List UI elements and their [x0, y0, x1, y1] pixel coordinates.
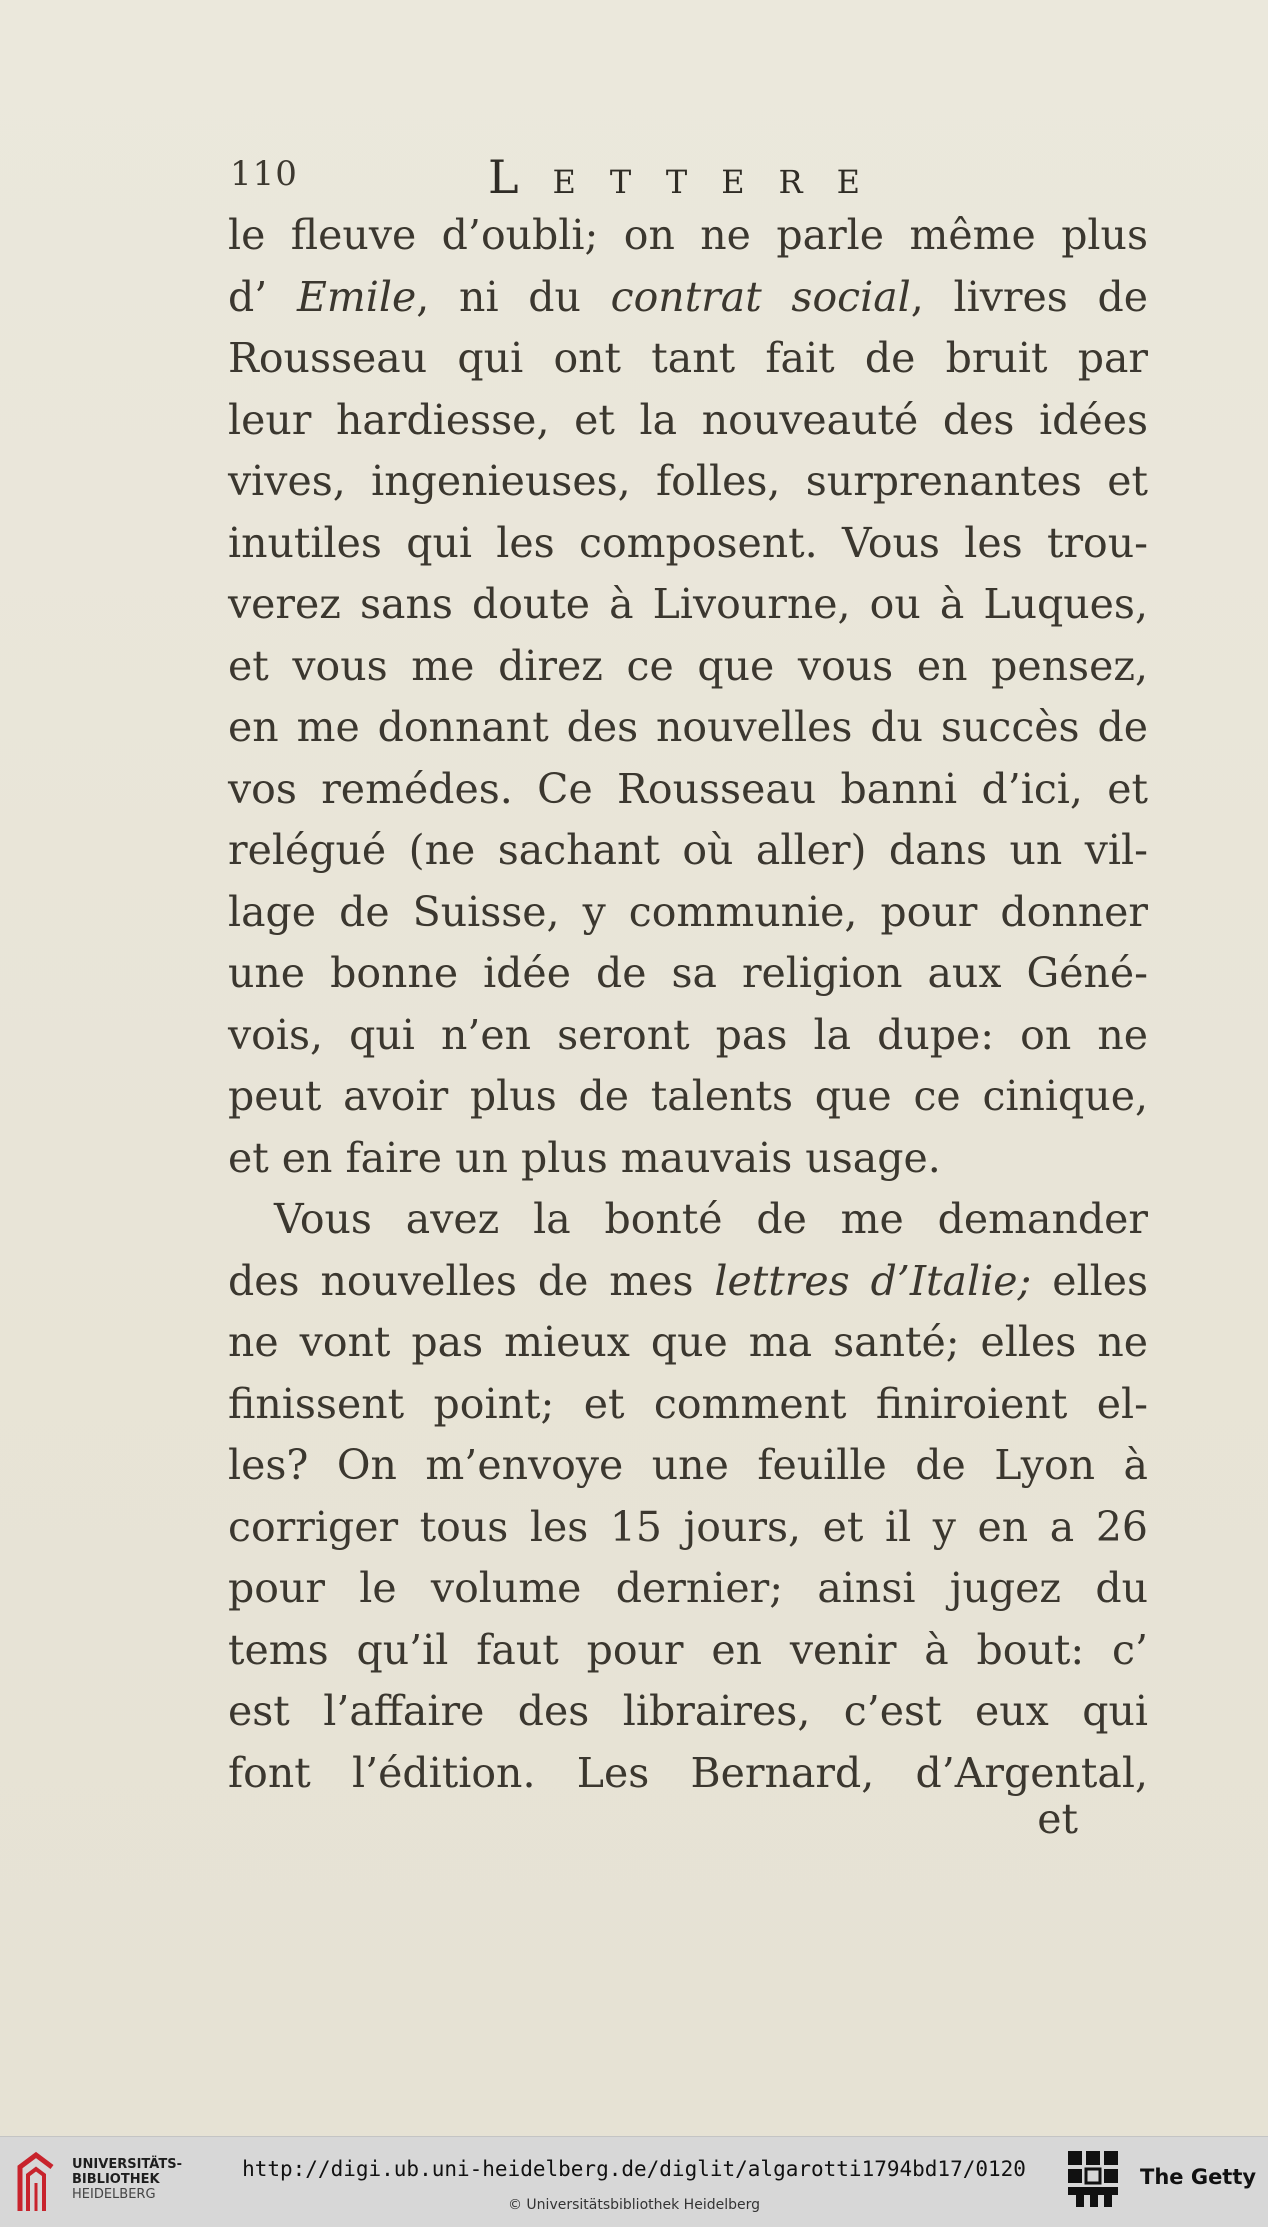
page-number: 110 [230, 154, 298, 194]
text-line: Vous avez la bonté de me demander [274, 1195, 1148, 1243]
library-name-line: HEIDELBERG [72, 2187, 156, 2202]
text-line: relégué (ne sachant où aller) dans un vil- [228, 826, 1148, 874]
text-line: peut avoir plus de talents que ce cinique, [228, 1072, 1148, 1120]
partner-name: The Getty [1140, 2165, 1257, 2189]
text-line: leur hardiesse, et la nouveauté des idées [228, 395, 1148, 444]
text-line: inutiles qui les composent. Vous les trou- [228, 518, 1148, 567]
running-head [230, 150, 894, 204]
getty-logo-icon [1066, 2149, 1122, 2209]
permalink-url[interactable]: http://digi.ub.uni-heidelberg.de/diglit/algarotti1794bd17/0120 [242, 2157, 1026, 2181]
text-line: d’ Emile, ni du contrat social, livres de [228, 272, 1149, 321]
text-line: tems qu’il faut pour en venir à bout: c’ [228, 1625, 1148, 1674]
text-line: pour le volume dernier; ainsi jugez du [228, 1564, 1148, 1612]
text-line: verez sans doute à Livourne, ou à Luques, [228, 580, 1148, 628]
copyright-notice: © Universitätsbibliothek Heidelberg [507, 2197, 760, 2213]
text-line: lage de Suisse, y communie, pour donner [228, 887, 1148, 936]
text-line: vois, qui n’en seront pas la dupe: on ne [228, 1010, 1148, 1059]
text-line: Rousseau qui ont tant fait de bruit par [228, 334, 1148, 382]
text-line: corriger tous les 15 jours, et il y en a 26 [228, 1502, 1148, 1551]
text-line: ne vont pas mieux que ma santé; elles ne [228, 1318, 1148, 1366]
library-name-line: BIBLIOTHEK [72, 2172, 160, 2187]
text-line: les? On m’envoye une feuille de Lyon à [228, 1441, 1148, 1489]
text-line: font l’édition. Les Bernard, d’Argental, [228, 1748, 1148, 1797]
text-line: une bonne idée de sa religion aux Géné- [228, 949, 1148, 997]
text-line: et en faire un plus mauvais usage. [228, 1133, 941, 1182]
text-line: en me donnant des nouvelles du succès de [228, 703, 1148, 751]
text-line: et vous me direz ce que vous en pensez, [228, 641, 1148, 690]
text-line: le fleuve d’oubli; on ne parle même plus [228, 211, 1148, 259]
body-text [228, 205, 1148, 1804]
running-title: Lettere [488, 150, 894, 204]
library-name-line: UNIVERSITÄTS- [72, 2157, 182, 2172]
text-line: des nouvelles de mes lettres d’Italie; elles [228, 1256, 1149, 1305]
catchword: et [1037, 1795, 1078, 1843]
text-line: vives, ingenieuses, folles, surprenantes et [228, 457, 1148, 505]
text-line: est l’affaire des libraires, c’est eux qui [228, 1687, 1148, 1735]
text-line: finissent point; et comment finiroient el- [228, 1379, 1148, 1428]
viewer-footer [0, 2136, 1268, 2227]
text-line: vos remédes. Ce Rousseau banni d’ici, et [228, 764, 1148, 813]
